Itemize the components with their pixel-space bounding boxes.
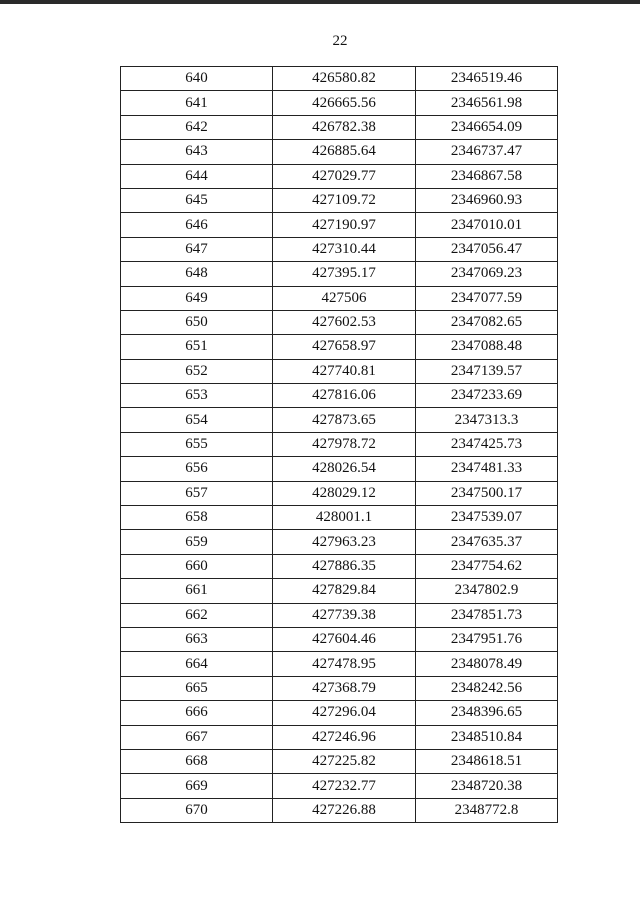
page-number: 22 [332,33,348,49]
x-coordinate-cell: 428001.1 [273,506,416,530]
y-coordinate-cell: 2348396.65 [416,701,558,725]
x-coordinate-cell: 427478.95 [273,652,416,676]
y-coordinate-cell: 2347069.23 [416,262,558,286]
point-number-cell: 657 [121,481,273,505]
table-row [121,213,558,237]
point-number-cell: 645 [121,188,273,212]
y-coordinate-cell: 2347088.48 [416,335,558,359]
table-row [121,310,558,334]
table-row [121,603,558,627]
x-coordinate-cell: 427873.65 [273,408,416,432]
x-coordinate-cell: 427368.79 [273,676,416,700]
x-coordinate-cell: 427225.82 [273,749,416,773]
table-row [121,384,558,408]
table-row [121,335,558,359]
y-coordinate-cell: 2348242.56 [416,676,558,700]
y-coordinate-cell: 2347010.01 [416,213,558,237]
x-coordinate-cell: 428026.54 [273,457,416,481]
x-coordinate-cell: 427740.81 [273,359,416,383]
table-row [121,554,558,578]
table-row [121,140,558,164]
table-row [121,67,558,91]
y-coordinate-cell: 2347481.33 [416,457,558,481]
point-number-cell: 661 [121,579,273,603]
y-coordinate-cell: 2347754.62 [416,554,558,578]
x-coordinate-cell: 427310.44 [273,237,416,261]
table-row [121,725,558,749]
x-coordinate-cell: 427246.96 [273,725,416,749]
y-coordinate-cell: 2347951.76 [416,627,558,651]
point-number-cell: 666 [121,701,273,725]
y-coordinate-cell: 2348720.38 [416,774,558,798]
table-row [121,652,558,676]
y-coordinate-cell: 2347139.57 [416,359,558,383]
table-row [121,676,558,700]
point-number-cell: 655 [121,432,273,456]
x-coordinate-cell: 426665.56 [273,91,416,115]
x-coordinate-cell: 427978.72 [273,432,416,456]
table-row [121,91,558,115]
point-number-cell: 652 [121,359,273,383]
y-coordinate-cell: 2347851.73 [416,603,558,627]
table-row [121,286,558,310]
x-coordinate-cell: 427963.23 [273,530,416,554]
point-number-cell: 651 [121,335,273,359]
x-coordinate-cell: 427739.38 [273,603,416,627]
table-row [121,774,558,798]
scan-top-edge [0,0,640,4]
point-number-cell: 648 [121,262,273,286]
x-coordinate-cell: 427232.77 [273,774,416,798]
y-coordinate-cell: 2348618.51 [416,749,558,773]
point-number-cell: 668 [121,749,273,773]
y-coordinate-cell: 2347313.3 [416,408,558,432]
point-number-cell: 667 [121,725,273,749]
table-row [121,530,558,554]
y-coordinate-cell: 2348078.49 [416,652,558,676]
x-coordinate-cell: 427506 [273,286,416,310]
x-coordinate-cell: 427109.72 [273,188,416,212]
y-coordinate-cell: 2347077.59 [416,286,558,310]
point-number-cell: 658 [121,506,273,530]
table-row [121,237,558,261]
y-coordinate-cell: 2347500.17 [416,481,558,505]
point-number-cell: 664 [121,652,273,676]
point-number-cell: 656 [121,457,273,481]
y-coordinate-cell: 2346519.46 [416,67,558,91]
point-number-cell: 660 [121,554,273,578]
x-coordinate-cell: 426782.38 [273,115,416,139]
point-number-cell: 640 [121,67,273,91]
point-number-cell: 650 [121,310,273,334]
point-number-cell: 641 [121,91,273,115]
x-coordinate-cell: 427658.97 [273,335,416,359]
point-number-cell: 670 [121,798,273,822]
point-number-cell: 663 [121,627,273,651]
x-coordinate-cell: 427886.35 [273,554,416,578]
y-coordinate-cell: 2348772.8 [416,798,558,822]
x-coordinate-cell: 427395.17 [273,262,416,286]
y-coordinate-cell: 2346960.93 [416,188,558,212]
y-coordinate-cell: 2347056.47 [416,237,558,261]
table-row [121,408,558,432]
point-number-cell: 669 [121,774,273,798]
table-row [121,481,558,505]
x-coordinate-cell: 428029.12 [273,481,416,505]
coordinates-table-body [121,67,558,823]
x-coordinate-cell: 427829.84 [273,579,416,603]
y-coordinate-cell: 2346654.09 [416,115,558,139]
y-coordinate-cell: 2348510.84 [416,725,558,749]
point-number-cell: 653 [121,384,273,408]
x-coordinate-cell: 427226.88 [273,798,416,822]
x-coordinate-cell: 427604.46 [273,627,416,651]
table-row [121,506,558,530]
point-number-cell: 644 [121,164,273,188]
table-row [121,457,558,481]
table-row [121,749,558,773]
x-coordinate-cell: 426580.82 [273,67,416,91]
table-row [121,359,558,383]
y-coordinate-cell: 2347082.65 [416,310,558,334]
table-row [121,627,558,651]
y-coordinate-cell: 2347635.37 [416,530,558,554]
y-coordinate-cell: 2346561.98 [416,91,558,115]
table-row [121,701,558,725]
y-coordinate-cell: 2347425.73 [416,432,558,456]
point-number-cell: 662 [121,603,273,627]
point-number-cell: 649 [121,286,273,310]
point-number-cell: 647 [121,237,273,261]
y-coordinate-cell: 2346867.58 [416,164,558,188]
point-number-cell: 659 [121,530,273,554]
point-number-cell: 654 [121,408,273,432]
x-coordinate-cell: 427602.53 [273,310,416,334]
point-number-cell: 642 [121,115,273,139]
table-row [121,432,558,456]
table-row [121,115,558,139]
point-number-cell: 643 [121,140,273,164]
table-row [121,262,558,286]
point-number-cell: 665 [121,676,273,700]
table-row [121,579,558,603]
table-row [121,164,558,188]
y-coordinate-cell: 2347233.69 [416,384,558,408]
y-coordinate-cell: 2347539.07 [416,506,558,530]
y-coordinate-cell: 2347802.9 [416,579,558,603]
x-coordinate-cell: 427296.04 [273,701,416,725]
coordinates-table [120,66,558,823]
x-coordinate-cell: 427190.97 [273,213,416,237]
table-row [121,798,558,822]
y-coordinate-cell: 2346737.47 [416,140,558,164]
x-coordinate-cell: 427816.06 [273,384,416,408]
x-coordinate-cell: 427029.77 [273,164,416,188]
x-coordinate-cell: 426885.64 [273,140,416,164]
point-number-cell: 646 [121,213,273,237]
table-row [121,188,558,212]
